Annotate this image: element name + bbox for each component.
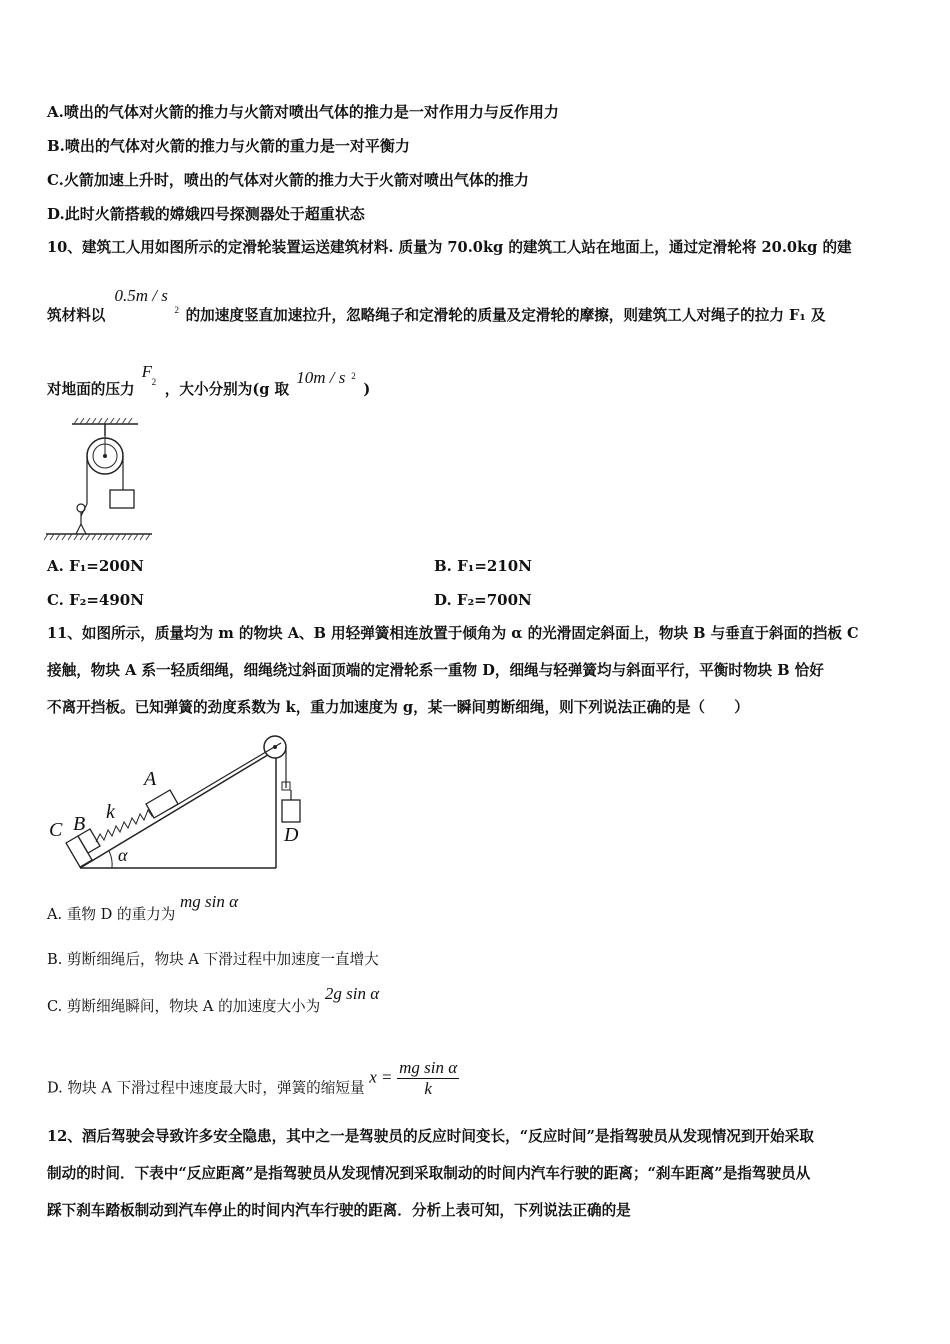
q10-g-value: 10m / s	[296, 368, 346, 387]
q10-stem-line2	[47, 286, 826, 326]
q10-g-exponent: 2	[351, 371, 356, 381]
q11-option-d-denominator: k	[424, 1079, 432, 1098]
q11-option-d-numerator: mg sin α	[399, 1058, 458, 1077]
q12-stem-line3: 踩下刹车踏板制动到汽车停止的时间内汽车行驶的距离．分析上表可知，下列说法正确的是	[47, 1202, 631, 1219]
q10-accel-value: 0.5m / s	[114, 286, 168, 305]
q11-option-d-text: D. 物块 A 下滑过程中速度最大时，弹簧的缩短量	[47, 1079, 365, 1097]
q11-option-b: B. 剪断细绳后，物块 A 下滑过程中加速度一直增大	[47, 951, 379, 968]
q10-line3-mid: ，大小分别为(g 取	[164, 381, 290, 398]
label-b: B	[73, 813, 86, 835]
q10-f2-subscript: 2	[151, 377, 157, 387]
q10-accel-formula	[110, 286, 180, 320]
q11-option-c-math: 2g sin α	[324, 984, 380, 1003]
q9-option-a: A.喷出的气体对火箭的推力与火箭对喷出气体的推力是一对作用力与反作用力	[47, 103, 559, 121]
q11-stem-line2: 接触，物块 A 系一轻质细绳，细绳绕过斜面顶端的定滑轮系一重物 D，细绳与轻弹簧均与斜面平行，平衡时物块 B 恰好	[47, 662, 824, 679]
q10-f2-symbol	[140, 362, 160, 394]
label-c: C	[49, 819, 63, 841]
q10-stem-line3	[47, 362, 371, 400]
q11-option-c-text: C. 剪断细绳瞬间，物块 A 的加速度大小为	[47, 998, 321, 1015]
q11-option-d-fraction	[397, 1058, 459, 1099]
q10-accel-exponent: 2	[174, 305, 179, 315]
q10-line2-post: 的加速度竖直加速拉升，忽略绳子和定滑轮的质量及定滑轮的摩擦，则建筑工人对绳子的拉力 F₁ 及	[185, 307, 826, 324]
q9-option-b: B.喷出的气体对火箭的推力与火箭的重力是一对平衡力	[47, 137, 410, 155]
q11-option-a	[47, 892, 239, 925]
q12-stem-line2: 制动的时间．下表中“反应距离”是指驾驶员从发现情况到采取制动的时间内汽车行驶的距离；“刹车距离”是指驾驶员从	[47, 1165, 811, 1182]
q9-option-c: C.火箭加速上升时，喷出的气体对火箭的推力大于火箭对喷出气体的推力	[47, 171, 529, 189]
label-alpha: α	[118, 845, 128, 865]
q11-option-d-lhs: x =	[369, 1067, 393, 1087]
q11-option-c	[47, 984, 380, 1017]
q11-stem-line3: 不离开挡板。已知弹簧的劲度系数为 k，重力加速度为 g，某一瞬间剪断细绳，则下列说法正确的是（ ）	[47, 699, 749, 716]
q9-option-d: D.此时火箭搭载的嫦娥四号探测器处于超重状态	[47, 205, 365, 223]
q11-option-a-text: A. 重物 D 的重力为	[47, 906, 176, 923]
q11-stem-line1: 11、如图所示，质量均为 m 的物块 A、B 用轻弹簧相连放置于倾角为 α 的光滑固定斜面上，物块 B 与垂直于斜面的挡板 C	[47, 625, 859, 642]
q11-option-a-math: mg sin α	[180, 892, 239, 911]
q10-option-c: C. F₂=490N	[47, 591, 144, 609]
q10-line3-post: )	[363, 381, 371, 398]
incline-diagram	[46, 730, 316, 874]
q10-line2-pre: 筑材料以	[47, 307, 106, 324]
q10-option-b: B. F₁=210N	[434, 557, 532, 575]
q10-line3-pre: 对地面的压力	[47, 381, 135, 398]
q11-option-d-formula	[369, 1058, 459, 1099]
q10-g-formula	[294, 368, 358, 394]
label-d: D	[284, 824, 299, 846]
q10-option-a: A. F₁=200N	[47, 557, 144, 575]
q10-f2-letter: F	[141, 362, 153, 381]
q10-stem-line1: 10、建筑工人用如图所示的定滑轮装置运送建筑材料. 质量为 70.0kg 的建筑工人站在地面上，通过定滑轮将 20.0kg 的建	[47, 239, 852, 256]
q11-option-d	[47, 1058, 459, 1109]
q12-stem-line1: 12、酒后驾驶会导致许多安全隐患，其中之一是驾驶员的反应时间变长，“反应时间”是指驾驶员从发现情况到开始采取	[47, 1128, 814, 1145]
label-a: A	[144, 768, 157, 790]
q10-option-d: D. F₂=700N	[434, 591, 532, 609]
pulley-diagram	[44, 418, 156, 544]
label-k: k	[106, 801, 115, 823]
